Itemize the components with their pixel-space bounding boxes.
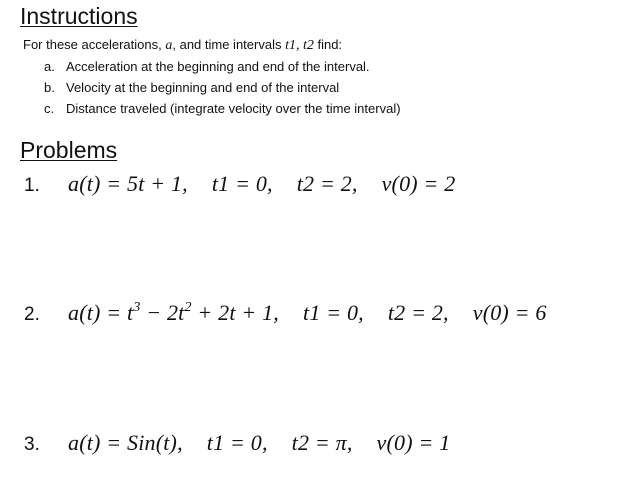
- intro-middle: , and time intervals: [172, 37, 286, 52]
- intro-var-a: a: [165, 38, 173, 53]
- intro-comma: ,: [295, 38, 303, 53]
- exponent-2: 2: [184, 300, 192, 315]
- list-item: [44, 56, 401, 77]
- instructions-heading: Instructions: [20, 3, 138, 29]
- intro-suffix: find:: [313, 37, 343, 52]
- intro-prefix: For these accelerations,: [23, 37, 166, 52]
- exponent-3: 3: [133, 300, 141, 315]
- intro-var-t2: t2: [302, 38, 314, 53]
- problem-equation: [68, 300, 547, 326]
- item-text: Velocity at the beginning and end of the interval: [66, 80, 340, 95]
- item-letter: b.: [44, 80, 55, 95]
- problem-3: [24, 430, 450, 456]
- list-item: [44, 98, 401, 119]
- problem-equation: [68, 430, 450, 456]
- problem-1: [24, 171, 455, 197]
- initial-velocity: v(0) = 1: [376, 430, 451, 455]
- item-letter: c.: [44, 101, 55, 116]
- problem-number: 3.: [24, 434, 40, 455]
- list-item: [44, 77, 401, 98]
- accel-part-b: − 2t: [140, 300, 185, 325]
- acceleration-expression: [68, 300, 279, 325]
- t2-value: t2 = 2,: [387, 300, 449, 325]
- instructions-intro: [23, 37, 342, 54]
- problem-2: [24, 300, 547, 326]
- t1-value: t1 = 0,: [303, 300, 364, 325]
- accel-part-a: a(t) = t: [68, 300, 134, 325]
- accel-part-c: + 2t + 1,: [191, 300, 280, 325]
- intro-var-t1: t1: [285, 38, 296, 53]
- acceleration-expression: a(t) = Sin(t),: [68, 430, 183, 455]
- initial-velocity: v(0) = 6: [472, 300, 547, 325]
- t2-value: t2 = π,: [291, 430, 353, 455]
- instruction-list: [44, 56, 401, 119]
- item-text: Distance traveled (integrate velocity over the time interval): [66, 101, 401, 116]
- problem-equation: [68, 171, 455, 197]
- problems-heading: Problems: [20, 137, 118, 163]
- t1-value: t1 = 0,: [206, 430, 268, 455]
- item-letter: a.: [44, 59, 55, 74]
- t1-value: t1 = 0,: [211, 171, 273, 196]
- t2-value: t2 = 2,: [296, 171, 358, 196]
- problem-number: 2.: [24, 304, 40, 325]
- acceleration-expression: a(t) = 5t + 1,: [68, 171, 188, 196]
- item-text: Acceleration at the beginning and end of the interval.: [66, 59, 370, 74]
- initial-velocity: v(0) = 2: [381, 171, 456, 196]
- problem-number: 1.: [24, 175, 40, 196]
